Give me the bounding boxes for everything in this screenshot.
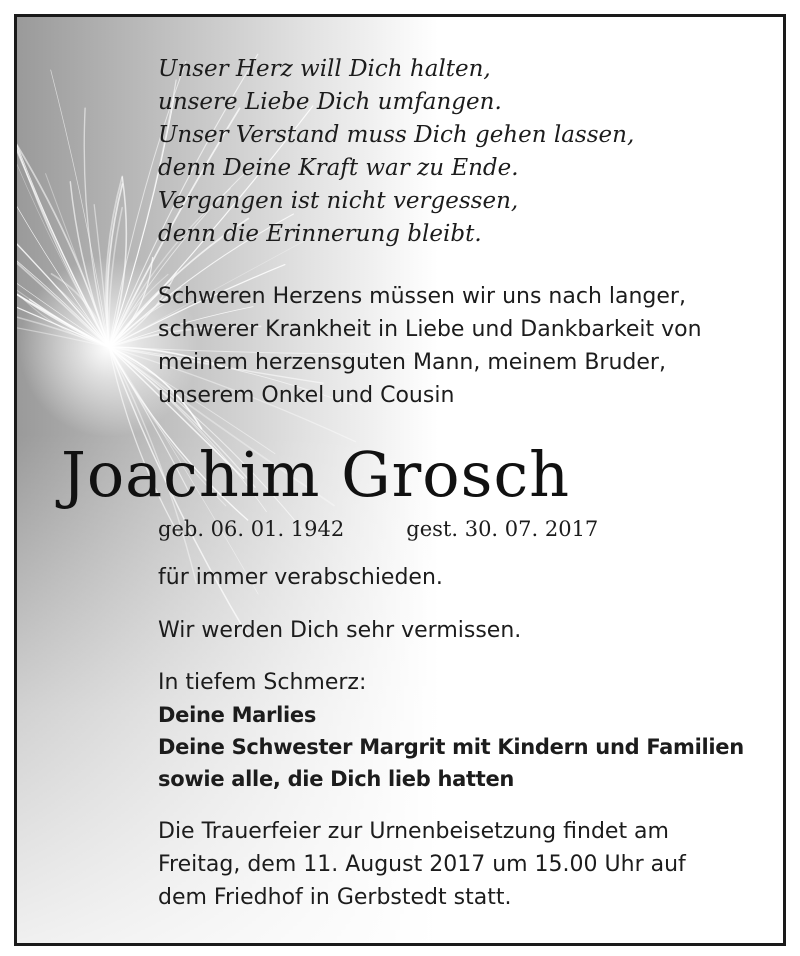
service-line: Die Trauerfeier zur Urnenbeisetzung findet am: [158, 819, 669, 844]
poem-line: Unser Herz will Dich halten,: [158, 56, 491, 82]
intro-line: schwerer Krankheit in Liebe und Dankbarkeit von: [158, 317, 702, 342]
service-line: Freitag, dem 11. August 2017 um 15.00 Uhr auf: [158, 852, 686, 877]
intro-line: meinem herzensguten Mann, meinem Bruder,: [158, 350, 666, 375]
funeral-service-info: [158, 815, 686, 914]
poem: [158, 53, 634, 251]
poem-line: unsere Liebe Dich umfangen.: [158, 89, 502, 115]
birth-date: geb. 06. 01. 1942: [158, 517, 345, 541]
mourner-name: Deine Schwester Margrit mit Kindern und Familien: [158, 735, 744, 759]
miss-text: Wir werden Dich sehr vermissen.: [158, 618, 522, 643]
obituary-card: [14, 14, 786, 946]
intro-line: Schweren Herzens müssen wir uns nach langer,: [158, 284, 686, 309]
mourners-intro: In tiefem Schmerz:: [158, 670, 367, 695]
intro-line: unserem Onkel und Cousin: [158, 383, 455, 408]
poem-line: Vergangen ist nicht vergessen,: [158, 188, 519, 214]
poem-line: Unser Verstand muss Dich gehen lassen,: [158, 122, 635, 148]
farewell-text: für immer verabschieden.: [158, 565, 443, 590]
deceased-name: Joachim Grosch: [61, 438, 571, 511]
poem-line: denn Deine Kraft war zu Ende.: [158, 155, 519, 181]
mourners: [158, 667, 744, 795]
service-line: dem Friedhof in Gerbstedt statt.: [158, 885, 512, 910]
intro-text: [158, 280, 702, 412]
poem-line: denn die Erinnerung bleibt.: [158, 221, 482, 247]
death-date: gest. 30. 07. 2017: [406, 517, 599, 541]
life-dates: [158, 513, 598, 545]
mourner-name: sowie alle, die Dich lieb hatten: [158, 767, 515, 791]
mourner-name: Deine Marlies: [158, 703, 317, 727]
